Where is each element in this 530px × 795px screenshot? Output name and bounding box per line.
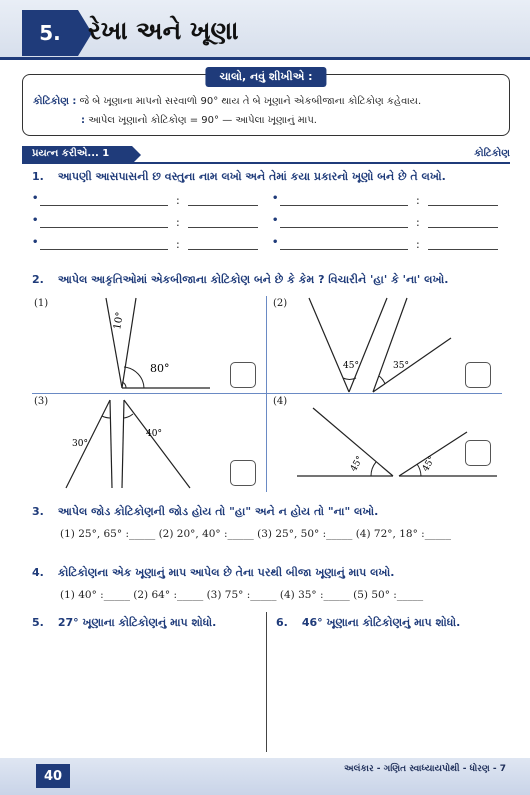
answer-row: [32, 193, 502, 210]
footer-text: અલંકાર - ગણિત સ્વાધ્યાયપોથી - ધોરણ - 7: [344, 764, 506, 774]
figure-label: (3): [34, 396, 49, 407]
question-2-text: આપેલ આકૃતિઓમાં એકબીજાના કોટિકોણ બને છે કે કેમ ? વિચારીને 'હા' કે 'ના' લખો.: [57, 273, 449, 286]
answer-blank[interactable]: [188, 218, 258, 228]
question-2: [32, 273, 448, 287]
answer-blank[interactable]: [188, 196, 258, 206]
colon-icon: :: [416, 216, 420, 229]
question-3-text: આપેલ જોડ કોટિકોણની જોડ હોય તો "હા" અને ન હોય તો "ના" લખો.: [57, 505, 379, 518]
figure-grid: [32, 296, 502, 492]
question-6-number: 6.: [276, 616, 288, 629]
question-2-number: 2.: [32, 273, 44, 286]
answer-blank[interactable]: [40, 240, 168, 250]
learn-box-title: ચાલો, નવું શીખીએ :: [205, 67, 326, 87]
question-5: [32, 616, 216, 630]
question-4-number: 4.: [32, 566, 44, 579]
definition-row: [33, 96, 421, 107]
chapter-number: 5.: [22, 10, 78, 56]
figure-1: [32, 296, 267, 394]
bullet-icon: •: [272, 215, 279, 226]
question-4: [32, 566, 394, 580]
answer-row: [32, 237, 502, 254]
angle-label: 45°: [348, 454, 366, 474]
answer-blank[interactable]: [40, 196, 168, 206]
page-title: રેખા અને ખૂણા: [88, 16, 239, 45]
question-6: [276, 616, 460, 630]
colon-icon: :: [176, 194, 180, 207]
footer: [0, 758, 530, 795]
bullet-icon: •: [272, 237, 279, 248]
answer-blank[interactable]: [40, 218, 168, 228]
question-4-text: કોટિકોણના એક ખૂણાનું માપ આપેલ છે તેના પરથી બીજા ખૂણાનું માપ લખો.: [57, 566, 395, 579]
question-5-text: 27° ખૂણાના કોટિકોણનું માપ શોધો.: [57, 616, 217, 629]
angle-label: 30°: [72, 439, 88, 449]
formula-text: આપેલ ખૂણાનો કોટિકોણ = 90° — આપેલા ખૂણાનું માપ.: [88, 115, 317, 126]
figure-2: [267, 296, 502, 394]
figure-3: [32, 394, 267, 492]
answer-blank[interactable]: [428, 240, 498, 250]
question-3: [32, 505, 378, 519]
answer-box[interactable]: [230, 460, 256, 486]
colon-icon: :: [176, 216, 180, 229]
practice-bar: [22, 146, 510, 164]
bullet-icon: •: [32, 215, 39, 226]
angle-label: 45°: [420, 454, 438, 474]
definition-text: જે બે ખૂણાના માપનો સરવાળો 90° થાય તે બે ખૂણાને એકબીજાના કોટિકોણ કહેવાય.: [79, 96, 422, 107]
answer-blank[interactable]: [428, 196, 498, 206]
question-3-number: 3.: [32, 505, 44, 518]
figure-label: (2): [273, 298, 288, 309]
page-number: 40: [36, 764, 70, 788]
question-1-text: આપણી આસપાસની છ વસ્તુના નામ લખો અને તેમાં કયા પ્રકારનો ખૂણો બને છે તે લખો.: [57, 170, 446, 183]
practice-topic: કોટિકોણ: [474, 148, 510, 159]
answer-blank[interactable]: [280, 240, 408, 250]
answer-blank[interactable]: [280, 196, 408, 206]
colon-icon: :: [416, 194, 420, 207]
figure-4: [267, 394, 502, 492]
angle-label: 80°: [150, 362, 170, 375]
figure-label: (1): [34, 298, 49, 309]
question-4-items[interactable]: (1) 40° :_____ (2) 64° :_____ (3) 75° :_____ (4) 35° :_____ (5) 50° :_____: [60, 589, 424, 601]
definition-label: કોટિકોણ :: [33, 96, 77, 107]
answer-box[interactable]: [465, 362, 491, 388]
bullet-icon: •: [272, 193, 279, 204]
formula-colon: :: [81, 115, 85, 126]
bullet-icon: •: [32, 237, 39, 248]
learn-box: [22, 70, 510, 136]
angle-label: 40°: [146, 429, 162, 439]
answer-box[interactable]: [465, 440, 491, 466]
answer-blank[interactable]: [428, 218, 498, 228]
question-1-number: 1.: [32, 170, 44, 183]
question-6-text: 46° ખૂણાના કોટિકોણનું માપ શોધો.: [301, 616, 461, 629]
angle-label: 35°: [393, 361, 409, 371]
practice-label: પ્રયત્ન કરીએ... 1: [22, 146, 132, 164]
colon-icon: :: [176, 238, 180, 251]
angle-label: 10°: [112, 311, 127, 331]
question-1: [32, 170, 446, 184]
column-divider: [266, 612, 267, 752]
answer-blank[interactable]: [280, 218, 408, 228]
answer-box[interactable]: [230, 362, 256, 388]
colon-icon: :: [416, 238, 420, 251]
figure-label: (4): [273, 396, 288, 407]
bullet-icon: •: [32, 193, 39, 204]
answer-blank[interactable]: [188, 240, 258, 250]
question-3-items[interactable]: (1) 25°, 65° :_____ (2) 20°, 40° :_____ (3) 25°, 50° :_____ (4) 72°, 18° :_____: [60, 528, 451, 540]
question-5-number: 5.: [32, 616, 44, 629]
angle-label: 45°: [343, 361, 359, 371]
formula-row: [81, 115, 317, 126]
answer-row: [32, 215, 502, 232]
